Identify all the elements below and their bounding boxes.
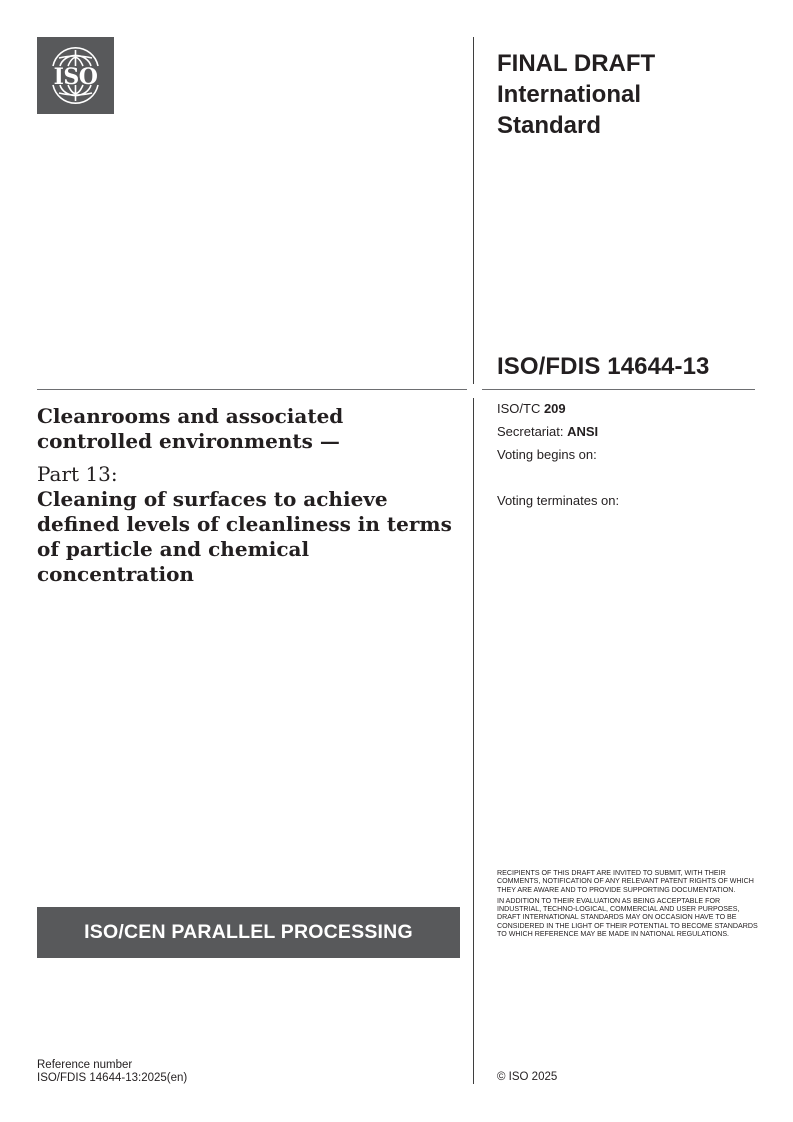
- title-subtitle: Cleaning of surfaces to achieve defined levels of cleanliness in terms of particle and chemical concentration: [37, 487, 452, 586]
- technical-committee: [497, 401, 619, 417]
- horizontal-divider-left: [37, 389, 467, 390]
- banner-text: ISO/CEN PARALLEL PROCESSING: [84, 921, 413, 943]
- reference-number: [37, 1059, 187, 1084]
- title-part: Part 13:: [37, 462, 118, 486]
- document-status: [497, 48, 655, 141]
- tc-value: 209: [543, 401, 566, 416]
- reference-value: ISO/FDIS 14644-13:2025(en): [37, 1071, 188, 1084]
- committee-info: [497, 401, 619, 516]
- disclaimer: [497, 869, 759, 941]
- title-main: Cleanrooms and associated controlled environments —: [37, 404, 344, 453]
- document-title: [37, 404, 457, 587]
- parallel-processing-banner: [37, 907, 460, 958]
- copyright: © ISO 2025: [497, 1071, 558, 1083]
- disclaimer-paragraph-1: RECIPIENTS OF THIS DRAFT ARE INVITED TO SUBMIT, WITH THEIR COMMENTS, NOTIFICATION OF ANY RELEVANT PATENT RIGHTS OF WHICH THEY ARE AWARE AND TO PROVIDE SUPPORTING DOCUMENTATION.: [497, 869, 754, 894]
- vertical-divider-top: [473, 37, 474, 384]
- iso-logo: [37, 37, 114, 114]
- document-number: ISO/FDIS 14644-13: [497, 353, 710, 380]
- vertical-divider-bottom: [473, 398, 474, 1084]
- secretariat-value: ANSI: [567, 424, 599, 439]
- voting-terminates: Voting terminates on:: [497, 493, 620, 508]
- svg-text:ISO: ISO: [53, 64, 98, 90]
- iso-globe-logo-icon: [37, 37, 114, 114]
- voting-begins: Voting begins on:: [497, 447, 597, 462]
- secretariat-label: Secretariat:: [497, 424, 568, 439]
- tc-label: ISO/TC: [497, 401, 544, 416]
- secretariat: [497, 424, 619, 440]
- reference-label: Reference number: [37, 1059, 133, 1071]
- disclaimer-paragraph-2: IN ADDITION TO THEIR EVALUATION AS BEING ACCEPTABLE FOR INDUSTRIAL, TECHNO-LOGICAL, COMMERCIAL AND USER PURPOSES, DRAFT INTERNATIONAL STANDARDS MAY ON OCCASION HAVE TO BE CONSIDERED IN THE LIGHT OF THEIR POTENTIAL TO BECOME STANDARDS TO WHICH REFERENCE MAY BE MADE IN NATIONAL REGULATIONS.: [497, 896, 758, 939]
- status-line-final-draft: FINAL DRAFT: [497, 50, 656, 77]
- horizontal-divider-right: [482, 389, 755, 390]
- status-line-international: International: [497, 81, 642, 108]
- status-line-standard: Standard: [497, 112, 602, 139]
